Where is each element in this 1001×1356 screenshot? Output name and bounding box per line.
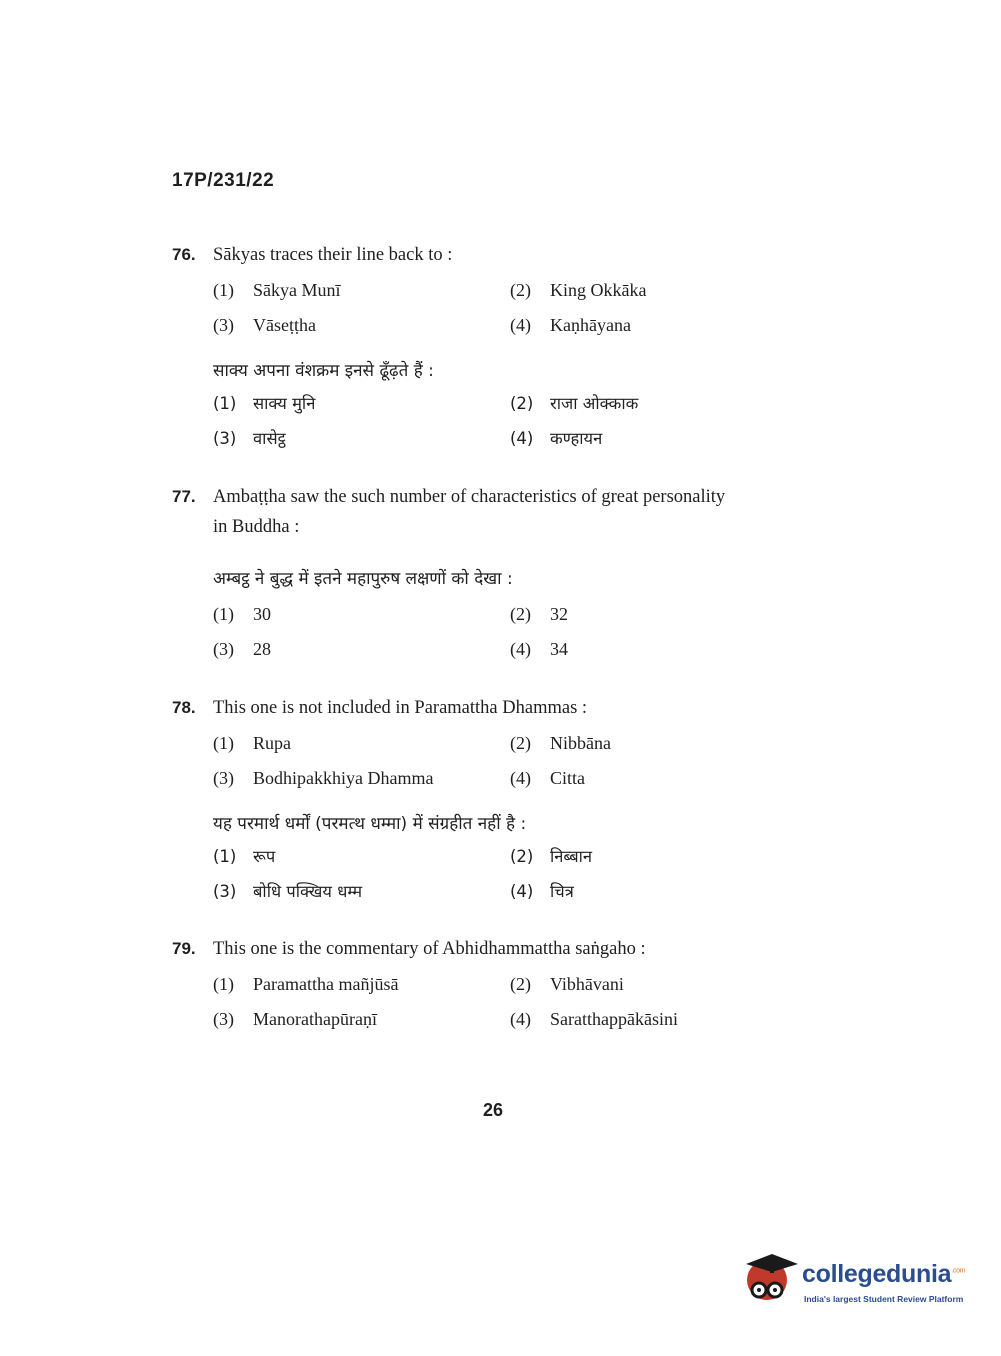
question-stem-en	[172, 693, 812, 723]
option-text: 28	[253, 639, 271, 659]
option-2-hi	[510, 392, 638, 416]
option-4	[510, 766, 585, 790]
question-78	[172, 693, 812, 915]
option-4	[510, 637, 568, 661]
option-2	[510, 731, 611, 755]
brand-text: collegedunia	[802, 1260, 952, 1288]
option-4-hi	[510, 427, 602, 451]
option-3-hi	[213, 427, 286, 451]
option-3	[213, 766, 433, 790]
option-number: (4)	[510, 315, 531, 335]
option-number: (4)	[510, 429, 534, 448]
option-text: साक्य मुनि	[253, 394, 316, 413]
option-text: राजा ओक्काक	[550, 394, 639, 413]
option-1-hi	[213, 392, 315, 416]
option-number: (1)	[213, 604, 234, 624]
option-3	[213, 1007, 377, 1031]
option-text: Vāseṭṭha	[253, 315, 316, 335]
option-number: (2)	[510, 733, 531, 753]
brand-tagline: India's largest Student Review Platform	[804, 1294, 964, 1304]
option-number: (1)	[213, 733, 234, 753]
option-text: Citta	[550, 768, 585, 788]
option-text: Vibhāvani	[550, 974, 624, 994]
option-number: (1)	[213, 847, 237, 866]
option-text: चित्र	[550, 882, 574, 901]
option-text: वासेट्ठ	[253, 429, 286, 448]
option-1-hi	[213, 845, 275, 869]
options	[172, 602, 812, 672]
option-3	[213, 313, 316, 337]
option-text: Nibbāna	[550, 733, 611, 753]
option-text: रूप	[253, 847, 276, 866]
question-number: 79.	[172, 939, 196, 958]
question-79	[172, 934, 812, 1042]
question-text-hi: अम्बट्ठ ने बुद्ध में इतने महापुरुष लक्षणों को देखा :	[213, 569, 513, 589]
brand-name	[802, 1260, 965, 1289]
question-text-hi: यह परमार्थ धर्मों (परमत्थ धम्मा) में संग्रहीत नहीं है :	[213, 814, 527, 834]
options-en	[172, 278, 812, 348]
option-4	[510, 313, 631, 337]
option-number: (1)	[213, 974, 234, 994]
question-text-hi: साक्य अपना वंशक्रम इनसे ढूँढ़ते हैं :	[213, 361, 434, 381]
question-text-en: This one is the commentary of Abhidhammattha saṅgaho :	[213, 939, 646, 959]
option-number: (4)	[510, 882, 534, 901]
question-number: 78.	[172, 698, 196, 717]
option-number: (2)	[510, 604, 531, 624]
option-2	[510, 278, 646, 302]
option-4-hi	[510, 880, 574, 904]
option-text: 32	[550, 604, 568, 624]
option-4	[510, 1007, 678, 1031]
option-1	[213, 731, 291, 755]
question-number: 76.	[172, 245, 196, 264]
question-stem-en	[172, 482, 812, 542]
option-number: (3)	[213, 639, 234, 659]
option-text: King Okkāka	[550, 280, 647, 300]
brand-dotcom: .com	[951, 1267, 966, 1275]
option-2	[510, 602, 568, 626]
option-number: (3)	[213, 429, 237, 448]
question-text-en-line2: in Buddha :	[213, 517, 300, 537]
option-number: (4)	[510, 768, 531, 788]
option-1	[213, 972, 398, 996]
option-text: Paramattha mañjūsā	[253, 974, 399, 994]
options-en	[172, 972, 812, 1042]
question-text-en-line1: Ambaṭṭha saw the such number of characteristics of great personality	[213, 487, 726, 507]
options-en	[172, 731, 812, 801]
option-number: (2)	[510, 280, 531, 300]
option-1	[213, 278, 341, 302]
option-text: 34	[550, 639, 568, 659]
option-text: Saratthappākāsini	[550, 1009, 678, 1029]
option-number: (4)	[510, 639, 531, 659]
option-number: (4)	[510, 1009, 531, 1029]
question-text-en: This one is not included in Paramattha Dhammas :	[213, 698, 588, 718]
option-number: (3)	[213, 768, 234, 788]
option-number: (3)	[213, 315, 234, 335]
option-number: (1)	[213, 280, 234, 300]
option-number: (2)	[510, 394, 534, 413]
option-text: Sākya Munī	[253, 280, 341, 300]
question-text-en: Sākyas traces their line back to :	[213, 245, 453, 265]
option-number: (2)	[510, 847, 534, 866]
option-2	[510, 972, 624, 996]
question-stem-en	[172, 934, 812, 964]
option-number: (2)	[510, 974, 531, 994]
option-number: (3)	[213, 882, 237, 901]
option-text: Manorathapūraṇī	[253, 1009, 377, 1029]
option-text: Kaṇhāyana	[550, 315, 631, 335]
option-number: (3)	[213, 1009, 234, 1029]
option-1	[213, 602, 271, 626]
option-text: Bodhipakkhiya Dhamma	[253, 768, 434, 788]
option-text: Rupa	[253, 733, 291, 753]
option-text: निब्बान	[550, 847, 593, 866]
question-number: 77.	[172, 487, 196, 506]
question-77	[172, 482, 812, 672]
collegedunia-watermark	[742, 1250, 972, 1310]
option-text: 30	[253, 604, 271, 624]
option-text: कण्हायन	[550, 429, 603, 448]
option-number: (1)	[213, 394, 237, 413]
option-2-hi	[510, 845, 592, 869]
option-text: बोधि पक्खिय धम्म	[253, 882, 363, 901]
option-3	[213, 637, 271, 661]
question-stem-en	[172, 240, 812, 270]
collegedunia-logo-icon	[742, 1250, 798, 1308]
options-hi	[172, 845, 812, 915]
question-76	[172, 240, 812, 462]
page-number: 26	[483, 1100, 504, 1120]
option-3-hi	[213, 880, 362, 904]
options-hi	[172, 392, 812, 462]
paper-code: 17P/231/22	[172, 170, 275, 191]
